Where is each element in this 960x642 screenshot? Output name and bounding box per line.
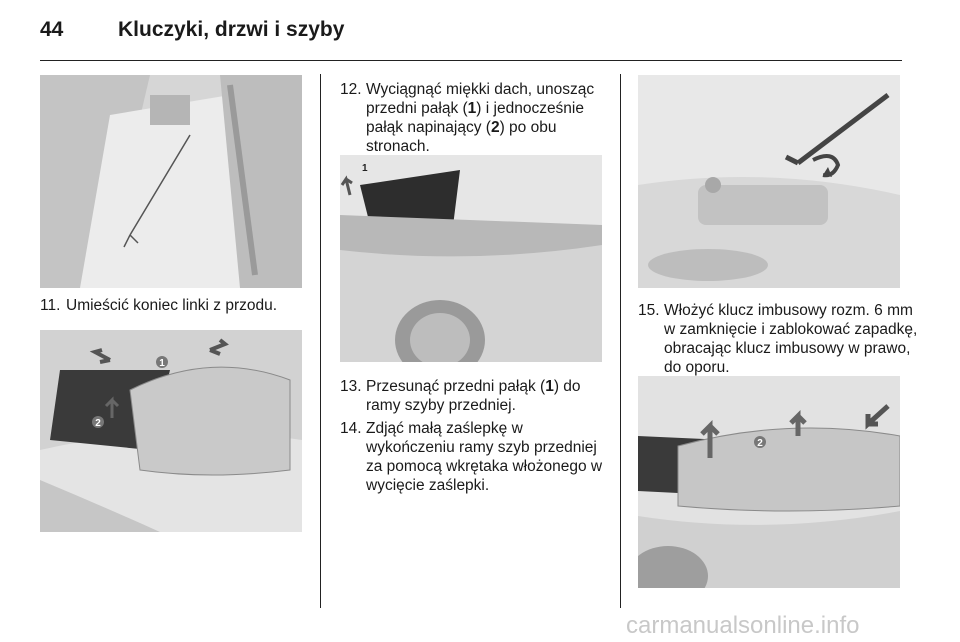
step-text: Wyciągnąć miękki dach, unosząc przedni pałąk (1) i jednocześnie pałąk napinający (2) po obu stronach. [366,81,595,155]
step-number: 11. [40,297,61,314]
step-text: Umieścić koniec linki z przodu. [66,297,278,314]
column-divider-right [620,74,621,608]
step-text: Zdjąć małą zaślepkę w wykończeniu ramy szyb przedniej za pomocą wkrętaka włożonego w wycięcie zaślepki. [366,420,603,494]
step-number: 14. [340,420,362,437]
watermark: carmanualsonline.info [626,612,860,639]
step-number: 13. [340,378,362,395]
step-15 [638,301,920,377]
step-number: 15. [638,302,660,319]
figure-roof-pull [340,155,602,362]
step-14 [340,419,610,495]
figure-roof-lift [40,330,302,532]
figure-hex-key [638,75,900,288]
step-number: 12. [340,81,362,98]
callout-1: 1 [159,358,165,369]
callout-2: 2 [95,418,101,429]
step-text: Przesunąć przedni pałąk (1) do ramy szyby przedniej. [366,378,581,414]
figure-cable-end [40,75,302,288]
page-number: 44 [40,18,64,41]
step-12 [340,80,610,156]
callout-2: 2 [757,438,763,449]
callout-1: 1 [362,163,368,174]
step-13 [340,377,610,415]
page-title: Kluczyki, drzwi i szyby [118,18,345,41]
step-11 [40,296,310,315]
step-text: Włożyć klucz imbusowy rozm. 6 mm w zamknięcie i zablokować zapadkę, obracając klucz imbusowy w prawo, do oporu. [664,302,918,376]
figure-roof-raised [638,376,900,588]
column-divider-left [320,74,321,608]
header-rule [40,60,902,61]
